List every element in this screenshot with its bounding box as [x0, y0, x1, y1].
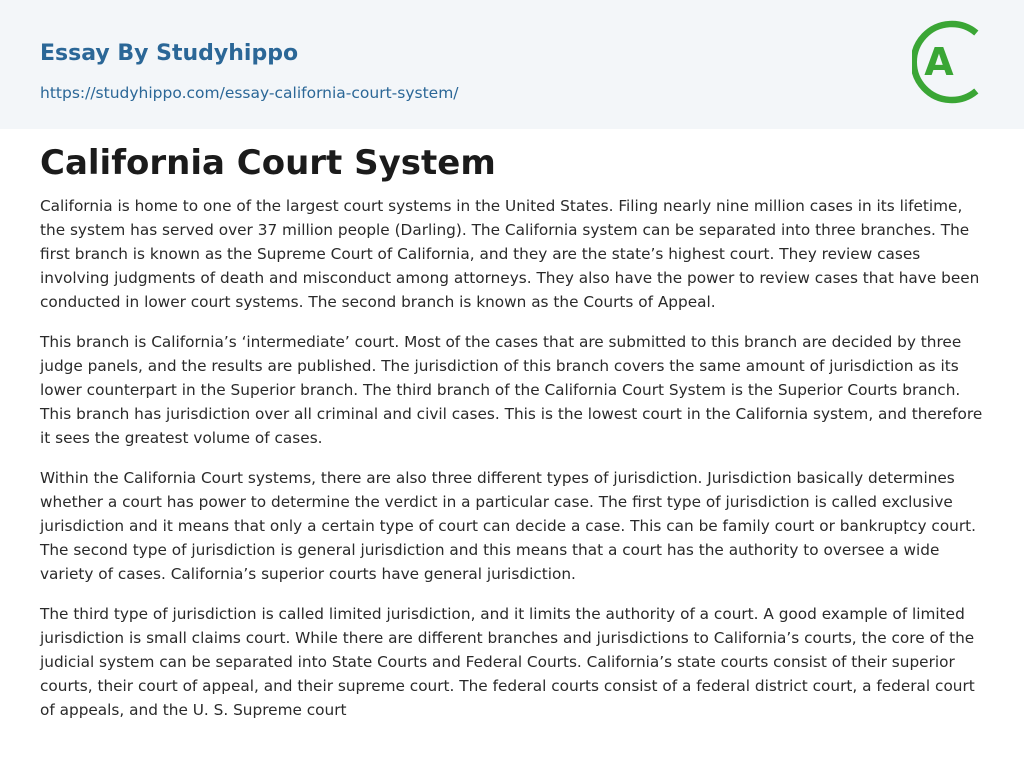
article-paragraph: California is home to one of the largest court systems in the United States. Filing nearly nine million cases in its lifetime, the system has served over 37 million people (Darling). The California system can be separated into three branches. The first branch is known as the Supreme Court of California, and they are the state’s highest court. They review cases involving judgments of death and misconduct among attorneys. They also have the power to review cases that have been conducted in lower court systems. The second branch is known as the Courts of Appeal.: [40, 197, 980, 311]
logo-letter: A: [924, 40, 954, 84]
article-paragraph: The third type of jurisdiction is called limited jurisdiction, and it limits the authority of a court. A good example of limited jurisdiction is small claims court. While there are different branches and jurisdictions to California’s courts, the core of the judicial system can be separated into State Courts and Federal Courts. California’s state courts consist of their superior courts, their court of appeal, and their supreme court. The federal courts consist of a federal district court, a federal court of appeals, and the U. S. Supreme court: [40, 605, 975, 719]
article-paragraph: Within the California Court systems, there are also three different types of jurisdiction. Jurisdiction basically determines whether a court has power to determine the verdict in a particular case. The first type of jurisdiction is called exclusive jurisdiction and it means that only a certain type of court can decide a case. This can be family court or bankruptcy court. The second type of jurisdiction is general jurisdiction and this means that a court has the authority to oversee a wide variety of cases. California’s superior courts have general jurisdiction.: [40, 469, 977, 583]
site-header: [0, 0, 1024, 129]
article-paragraph: This branch is California’s ‘intermediate’ court. Most of the cases that are submitted to this branch are decided by three judge panels, and the results are published. The jurisdiction of this branch covers the same amount of jurisdiction as its lower counterpart in the Superior branch. The third branch of the California Court System is the Superior Courts branch. This branch has jurisdiction over all criminal and civil cases. This is the lowest court in the California system, and therefore it sees the greatest volume of cases.: [40, 333, 983, 447]
article-body: [40, 194, 985, 738]
essay-url-link[interactable]: https://studyhippo.com/essay-california-court-system/: [40, 84, 459, 102]
studyhippo-logo-icon[interactable]: [912, 19, 986, 105]
site-brand[interactable]: Essay By Studyhippo: [40, 41, 299, 66]
page-title: California Court System: [40, 143, 496, 183]
